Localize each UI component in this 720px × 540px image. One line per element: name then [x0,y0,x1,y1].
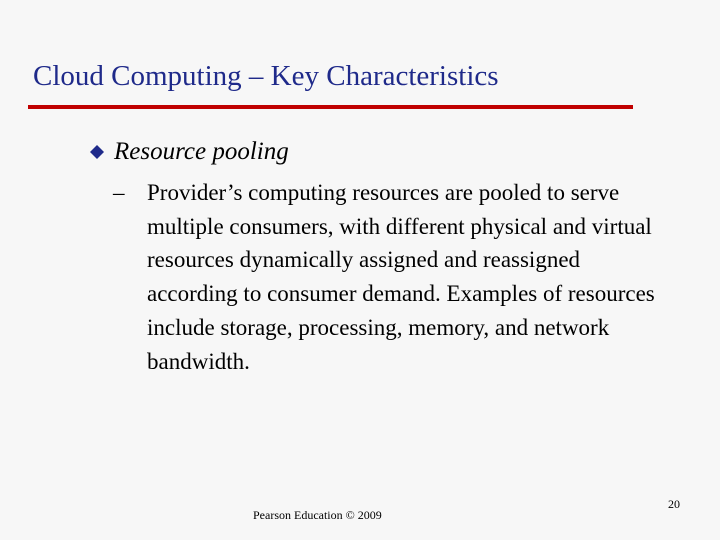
diamond-bullet-icon [88,143,106,161]
slide-title: Cloud Computing – Key Characteristics [33,60,499,92]
footer-credit: Pearson Education © 2009 [253,508,382,522]
title-underline [28,105,633,109]
page-number: 20 [668,497,680,511]
bullet-text: Resource pooling [114,138,289,165]
sub-bullet [113,176,673,378]
sub-bullet-dash: – [113,180,125,205]
sub-bullet-text: Provider’s computing resources are pooled to serve multiple consumers, with different physical and virtual resources dynamically assigned and reassigned according to consumer demand. Examples of resources include storage, processing, memory, and network bandwidth. [147,180,655,374]
bullet-item [88,138,289,166]
